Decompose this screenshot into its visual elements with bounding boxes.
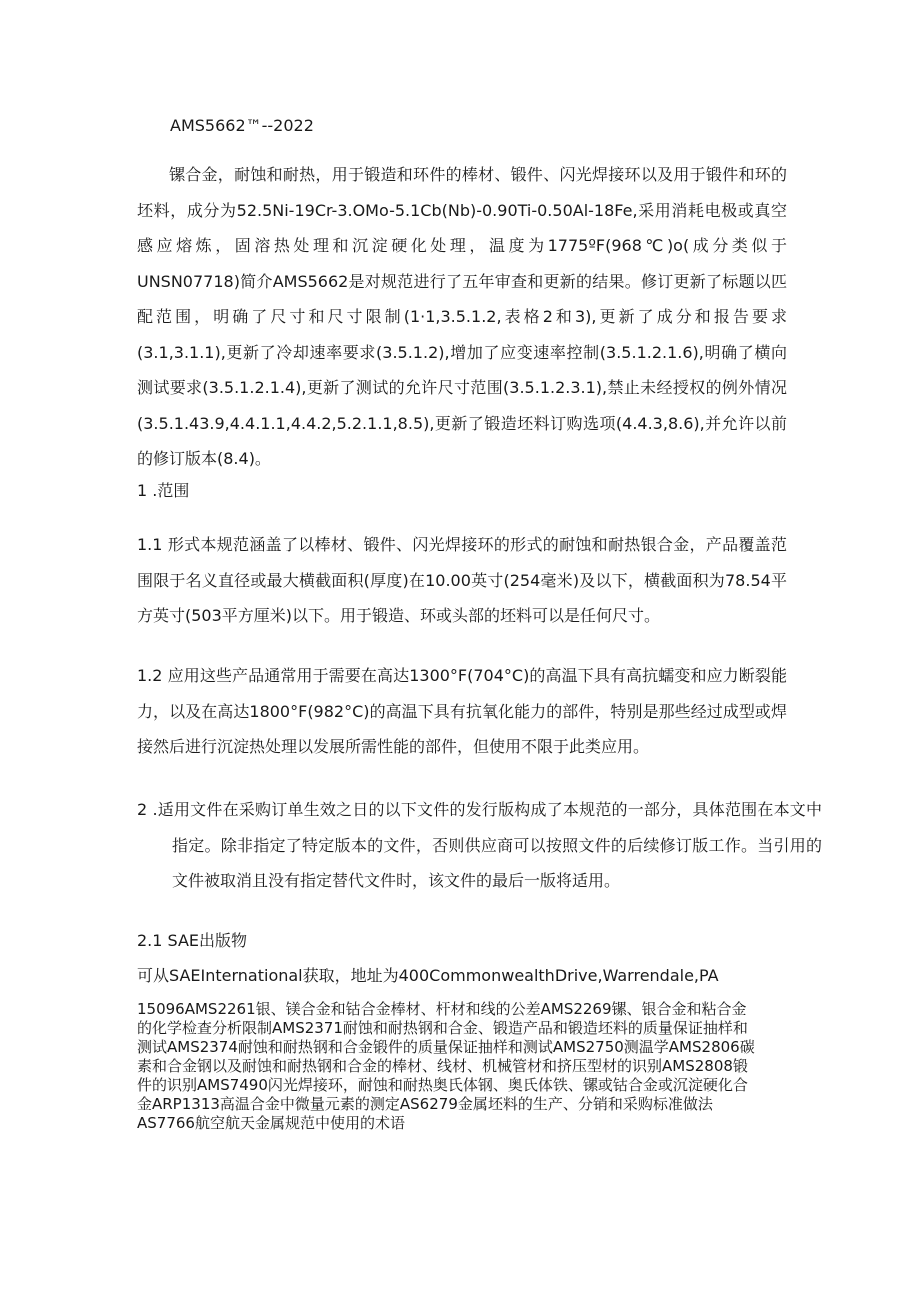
intro-paragraph: 镙合金，耐蚀和耐热，用于锻造和环件的棒材、锻件、闪光焊接环以及用于锻件和环的坯料，成分为52.5Ni-19Cr-3.OMo-5.1Cb(Nb)-0.90Ti-0.50Al-18Fe,采用消耗电极或真空感应熔炼，固溶热处理和沉淀硬化处理，温度为1775ºF(968℃)o(成分类似于UNSN07718)简介AMS5662是对规范进行了五年审查和更新的结果。修订更新了标题以匹配范围，明确了尺寸和尺寸限制(1·1,3.5.1.2,表格2和3),更新了成分和报告要求(3.1,3.1.1),更新了冷却速率要求(3.5.1.2),增加了应变速率控制(3.5.1.2.1.6),明确了横向测试要求(3.5.1.2.1.4),更新了测试的允许尺寸范围(3.5.1.2.3.1),禁止未经授权的例外情况(3.5.1.43.9,4.4.1.1,4.4.2,5.2.1.1,8.5),更新了锻造坯料订购选项(4.4.3,8.6),并允许以前的修订版本(8.4)。 [137, 165, 787, 468]
reference-line: AS7766航空航天金属规范中使用的术语 [137, 1114, 405, 1132]
section-2-paragraph: 2 .适用文件在采购订单生效之日的以下文件的发行版构成了本规范的一部分，具体范围在本文中指定。除非指定了特定版本的文件，否则供应商可以按照文件的后续修订版工作。当引用的文件被取消且没有指定替代文件时，该文件的最后一版将适用。 [137, 800, 822, 890]
reference-line: 15096AMS2261银、镁合金和钴合金棒材、杆材和线的公差AMS2269镙、银合金和粘合金 [137, 1000, 747, 1018]
section-1-1-paragraph: 1.1 形式本规范涵盖了以棒材、锻件、闪光焊接环的形式的耐蚀和耐热银合金，产品覆盖范围限于名义直径或最大横截面积(厚度)在10.00英寸(254毫米)及以下，横截面积为78.54平方英寸(503平方厘米)以下。用于锻造、环或头部的坯料可以是任何尺寸。 [137, 535, 787, 625]
reference-line: 的化学检查分析限制AMS2371耐蚀和耐热钢和合金、锻造产品和锻造坯料的质量保证抽样和 [137, 1019, 748, 1037]
reference-line: 测试AMS2374耐蚀和耐热钢和合金锻件的质量保证抽样和测试AMS2750测温学AMS2806碳 [137, 1038, 755, 1056]
reference-line: 件的识别AMS7490闪光焊接环，耐蚀和耐热奥氏体钢、奥氏体铁、镙或钴合金或沉淀硬化合 [137, 1076, 748, 1094]
section-1-heading: 1 .范围 [137, 481, 190, 500]
sae-address: 可从SAEInternational获取，地址为400CommonwealthDrive,Warrendale,PA [137, 966, 719, 985]
section-2-1-heading: 2.1 SAE出版物 [137, 931, 248, 950]
reference-line: 金ARP1313高温合金中微量元素的测定AS6279金属坯料的生产、分销和采购标准做法 [137, 1095, 713, 1113]
reference-list [137, 1000, 787, 1133]
reference-line: 素和合金钢以及耐蚀和耐热钢和合金的棒材、线材、机械管材和挤压型材的识别AMS2808锻 [137, 1057, 748, 1075]
section-1-2-paragraph: 1.2 应用这些产品通常用于需要在高达1300°F(704°C)的高温下具有高抗蠕变和应力断裂能力，以及在高达1800°F(982°C)的高温下具有抗氧化能力的部件，特别是那些经过成型或焊接然后进行沉淀热处理以发展所需性能的部件，但使用不限于此类应用。 [137, 666, 787, 756]
document-title: AMS5662™--2022 [170, 116, 314, 135]
